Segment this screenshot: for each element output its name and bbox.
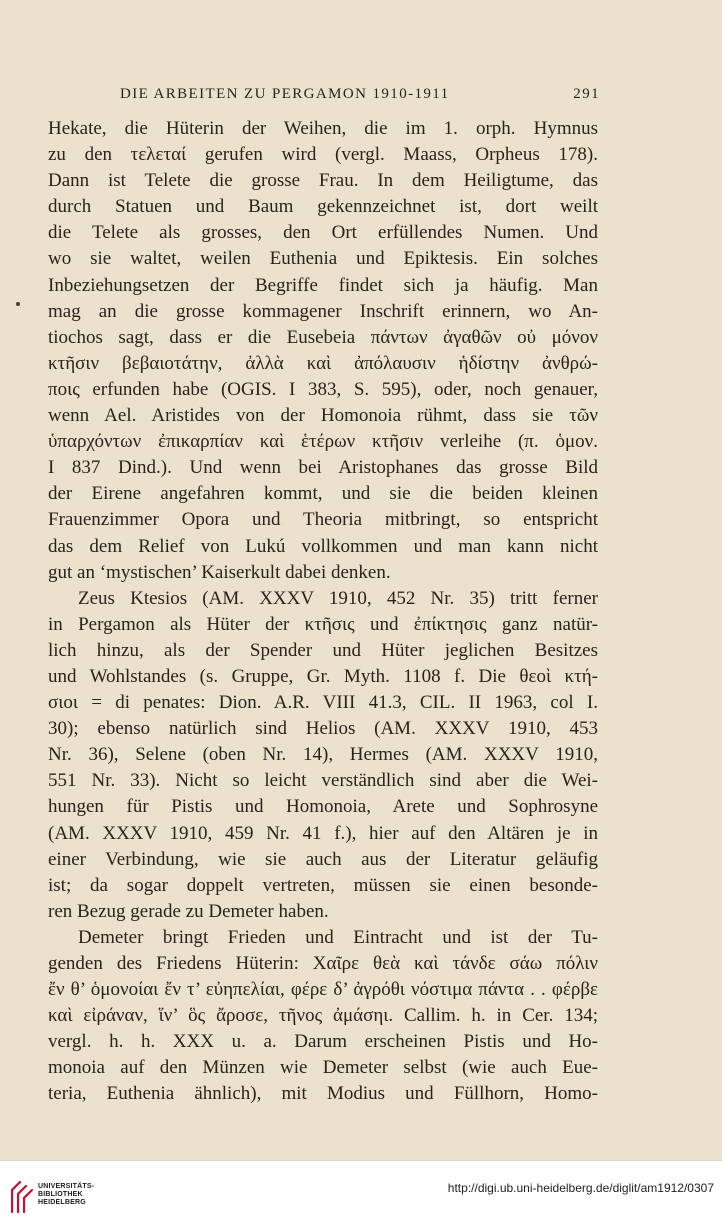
text-line: monoia auf den Münzen wie Demeter selbst (wie auch Eue- (48, 1057, 598, 1079)
text-line: ren Bezug gerade zu Demeter haben. (48, 900, 329, 922)
library-name-line: UNIVERSITÄTS- (38, 1183, 95, 1190)
text-line: Dann ist Telete die grosse Frau. In dem Heiligtume, das (48, 170, 598, 192)
text-line: die Telete als grosses, den Ort erfüllendes Numen. Und (48, 222, 598, 244)
text-line: vergl. h. h. XXX u. a. Darum erscheinen Pistis und Ho- (48, 1031, 598, 1053)
text-line: Inbeziehungsetzen der Begriffe findet sich ja häufig. Man (48, 274, 598, 296)
text-line: Demeter bringt Frieden und Eintracht und ist der Tu- (78, 926, 598, 948)
text-line: durch Statuen und Baum gekennzeichnet ist, dort weilt (48, 196, 598, 218)
text-line: σιοι = di penates: Dion. A.R. VIII 41.3, CIL. II 1963, col I. (48, 692, 598, 714)
viewer-footer (0, 1160, 722, 1225)
text-line: einer Verbindung, wie sie auch aus der Literatur geläufig (48, 848, 598, 870)
page-number: 291 (573, 86, 600, 102)
text-line: 551 Nr. 33). Nicht so leicht verständlich sind aber die Wei- (48, 770, 598, 792)
text-line: das dem Relief von Lukú vollkommen und man kann nicht (48, 535, 598, 557)
text-line: teria, Euthenia ähnlich), mit Modius und Füllhorn, Homo- (48, 1083, 598, 1105)
library-name-line: BIBLIOTHEK (38, 1191, 83, 1198)
text-line: und Wohlstandes (s. Gruppe, Gr. Myth. 1108 f. Die θεοὶ κτή- (48, 665, 598, 687)
text-line: der Eirene angefahren kommt, und sie die beiden kleinen (48, 483, 598, 505)
library-logo[interactable] (8, 1178, 108, 1218)
text-line: ist; da sogar doppelt vertreten, müssen sie einen besonde- (48, 874, 598, 896)
text-line: hungen für Pistis und Homonoia, Arete und Sophrosyne (48, 796, 598, 818)
text-line: Nr. 36), Selene (oben Nr. 14), Hermes (AM. XXXV 1910, (48, 744, 598, 766)
text-line: Frauenzimmer Opora und Theoria mitbringt, so entspricht (48, 509, 598, 531)
margin-dot (16, 302, 20, 306)
text-line: καὶ εἰράναν, ἵν’ ὃς ἄροσε, τῆνος ἀμάσηι. Callim. h. in Cer. 134; (48, 1005, 598, 1027)
text-line: wo sie waltet, weilen Euthenia und Epiktesis. Ein solches (48, 248, 598, 270)
text-line: Zeus Ktesios (AM. XXXV 1910, 452 Nr. 35) tritt ferner (78, 587, 598, 609)
text-line: (AM. XXXV 1910, 459 Nr. 41 f.), hier auf den Altären je in (48, 822, 598, 844)
library-crest-icon (8, 1178, 34, 1214)
library-name (38, 1183, 94, 1207)
text-line: ἔν θ’ ὁμονοίαι ἔν τ’ εὐηπελίαι, φέρε δ’ ἀγρόθι νόστιμα πάντα . . φέρβε (48, 979, 598, 1001)
text-line: Hekate, die Hüterin der Weihen, die im 1. orph. Hymnus (48, 118, 598, 139)
text-line: κτῆσιν βεβαιοτάτην, ἀλλὰ καὶ ἀπόλαυσιν ἡδίστην ἀνθρώ- (48, 352, 598, 374)
body-text (48, 116, 598, 1108)
text-line: 30); ebenso natürlich sind Helios (AM. XXXV 1910, 453 (48, 718, 598, 740)
text-line: wenn Ael. Aristides von der Homonoia rühmt, dass sie τῶν (48, 405, 598, 427)
text-line: genden des Friedens Hüterin: Χαῖρε θεὰ καὶ τάνδε σάω πόλιν (48, 953, 598, 974)
text-line: zu den τελεταί gerufen wird (vergl. Maass, Orpheus 178). (48, 144, 598, 166)
text-line: lich hinzu, als der Spender und Hüter jeglichen Besitzes (48, 639, 598, 661)
text-line: in Pergamon als Hüter der κτῆσις und ἐπίκτησις ganz natür- (48, 613, 598, 635)
running-title: DIE ARBEITEN ZU PERGAMON 1910-1911 (120, 86, 450, 102)
text-line: ποις erfunden habe (OGIS. I 383, S. 595), oder, noch genauer, (48, 378, 598, 400)
text-line: tiochos sagt, dass er die Eusebeia πάντων ἀγαθῶν οὐ μόνον (48, 326, 598, 348)
text-line: ὑπαρχόντων ἐπικαρπίαν καὶ ἑτέρων κτῆσιν verleihe (π. ὁμον. (48, 431, 598, 453)
text-line: gut an ‘mystischen’ Kaiserkult dabei denken. (48, 561, 391, 583)
library-name-line: HEIDELBERG (38, 1199, 86, 1206)
permalink-url[interactable]: http://digi.ub.uni-heidelberg.de/diglit/am1912/0307 (447, 1181, 714, 1195)
text-line: mag an die grosse kommagener Inschrift erinnern, wo An- (48, 300, 598, 322)
text-line: I 837 Dind.). Und wenn bei Aristophanes das grosse Bild (48, 457, 598, 479)
